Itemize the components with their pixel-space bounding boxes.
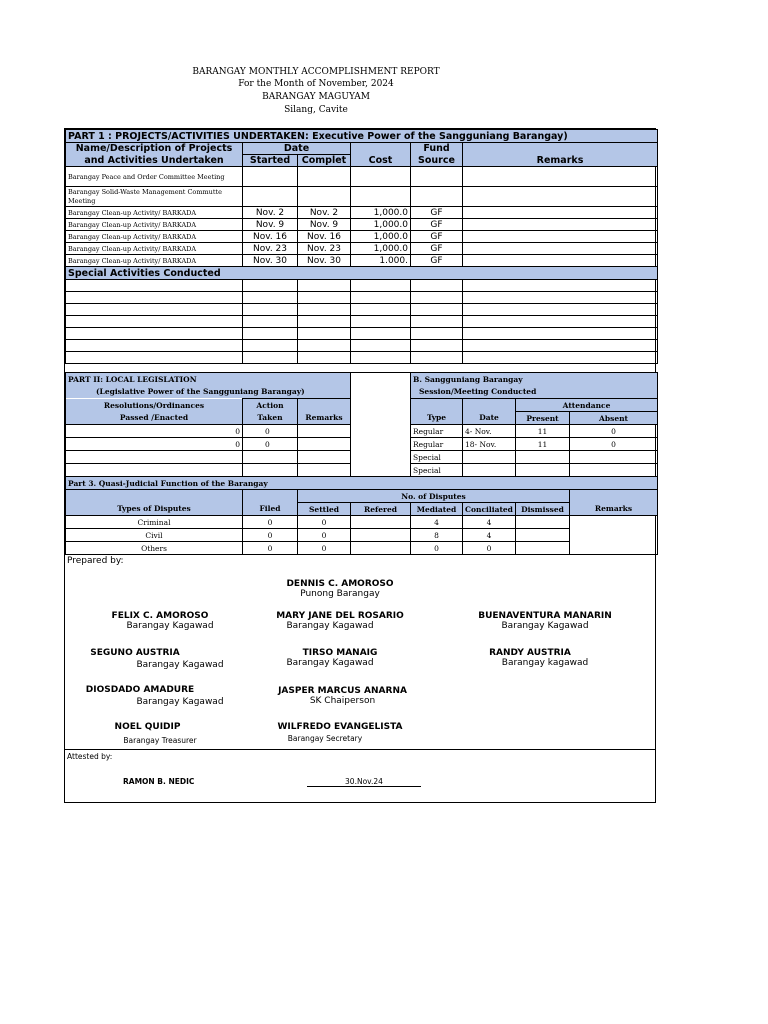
cost-cell: 1.000. [351,255,411,267]
cost-cell: 1,000.0 [351,243,411,255]
barangay-location: Silang, Cavite [284,105,348,115]
col-absent-header: Absent [570,412,658,425]
cost-cell [351,187,411,207]
signatory-treasurer [65,722,230,732]
fund-cell: GF [411,207,463,219]
dismissed-cell [516,542,570,555]
session-type: Regular [411,438,463,451]
remarks-cell [463,255,658,267]
col-refered-header: Refered [351,503,411,516]
part2-title: PART II: LOCAL LEGISLATION [66,373,351,386]
signatory-title: Barangay Kagawad [501,621,589,631]
session-type: Special [411,451,463,464]
col-mediated-header: Mediated [411,503,463,516]
signatory-sk-chairperson [220,686,465,706]
filed-cell: 0 [243,542,298,555]
report-month: For the Month of November, 2024 [238,79,394,89]
part1-table [65,129,658,364]
signatory-treasurer-title [85,736,235,745]
section-b-subtitle: Session/Meeting Conducted [411,386,658,399]
prepared-by-label: Prepared by: [67,556,124,566]
part3-title: Part 3. Quasi-Judicial Function of the Barangay [66,477,658,490]
table-row [66,243,658,255]
signatory-title: SK Chaiperson [309,696,376,706]
report-sheet [64,128,656,803]
passed-cell: 0 [66,438,243,451]
cost-cell: 1,000.0 [351,207,411,219]
table-row [66,516,658,529]
col-date-header: Date [243,143,351,155]
absent-cell [570,451,658,464]
activity-name: Barangay Clean-up Activity/ BARKADA [66,207,243,219]
activity-name: Barangay Peace and Order Committee Meeting [66,167,243,187]
conciliated-cell: 4 [463,516,516,529]
signatory-title: Barangay Kagawad [286,658,374,668]
report-title: BARANGAY MONTHLY ACCOMPLISHMENT REPORT [192,67,440,77]
signatory-name: WILFREDO EVANGELISTA [277,722,403,732]
remarks-cell [463,187,658,207]
signatory-kagawad [220,611,460,631]
signatory-kagawad [460,648,630,668]
signatory-title: Barangay Treasurer [123,736,197,745]
action-cell: 0 [243,438,298,451]
part2-table [65,372,658,477]
table-row [66,187,658,207]
signatory-name: SEGUNO AUSTRIA [90,648,180,658]
session-type: Special [411,464,463,477]
started-cell: Nov. 16 [243,231,298,243]
completed-cell: Nov. 2 [298,207,351,219]
refered-cell [351,542,411,555]
barangay-name: BARANGAY MAGUYAM [262,92,370,102]
col-resolutions-header: Resolutions/Ordinances [66,399,243,412]
fund-cell: GF [411,219,463,231]
signatory-name: DENNIS C. AMOROSO [286,579,394,589]
col-taken-header: Taken [243,412,298,425]
completed-cell: Nov. 16 [298,231,351,243]
completed-cell: Nov. 30 [298,255,351,267]
col-types-header: Types of Disputes [66,503,243,516]
signatory-title: Barangay Kagawad [126,621,214,631]
cost-cell [351,167,411,187]
table-row [66,529,658,542]
cost-cell: 1,000.0 [351,231,411,243]
present-cell: 11 [516,425,570,438]
col-no-disputes-header: No. of Disputes [298,490,570,503]
filed-cell: 0 [243,529,298,542]
fund-cell [411,187,463,207]
col-started-header: Started [243,155,298,167]
table-row [66,167,658,187]
settled-cell: 0 [298,516,351,529]
dismissed-cell [516,529,570,542]
part2-subtitle: (Legislative Power of the Sangguniang Barangay) [66,386,351,399]
attest-date: 30.Nov.24 [307,777,421,787]
completed-cell [298,167,351,187]
started-cell: Nov. 2 [243,207,298,219]
col-name-header-2: and Activities Undertaken [66,155,243,167]
attester-name: RAMON B. NEDIC [123,777,195,786]
cost-cell: 1,000.0 [351,219,411,231]
started-cell: Nov. 30 [243,255,298,267]
fund-cell [411,167,463,187]
table-row [66,451,658,464]
completed-cell [298,187,351,207]
table-row [66,464,658,477]
signatory-kagawad [65,648,205,658]
remarks-cell [463,231,658,243]
col-settled-header: Settled [298,503,351,516]
activity-name: Barangay Clean-up Activity/ BARKADA [66,231,243,243]
signatory-title: Barangay Kagawad [286,621,374,631]
passed-cell: 0 [66,425,243,438]
completed-cell: Nov. 9 [298,219,351,231]
section-b-title: B. Sangguniang Barangay [411,373,658,386]
dispute-type: Criminal [66,516,243,529]
table-row [66,207,658,219]
fund-cell: GF [411,243,463,255]
session-date [463,451,516,464]
attested-by-label: Attested by: [67,752,113,761]
signatory-title: Barangay Kagawad [136,697,224,707]
col-completed-header: Complet [298,155,351,167]
present-cell [516,451,570,464]
col-remarks-header: Remarks [570,503,658,516]
signatory-name: JASPER MARCUS ANARNA [278,686,407,696]
conciliated-cell: 4 [463,529,516,542]
settled-cell: 0 [298,529,351,542]
col-remarks-header: Remarks [298,412,351,425]
completed-cell: Nov. 23 [298,243,351,255]
col-session-date-header: Date [463,412,516,425]
remarks-cell [463,167,658,187]
session-type: Regular [411,425,463,438]
signatory-name: FELIX C. AMOROSO [111,611,209,621]
present-cell [516,464,570,477]
mediated-cell: 8 [411,529,463,542]
col-remarks-header: Remarks [463,155,658,167]
table-row [66,255,658,267]
col-filed-header: Filed [243,503,298,516]
signatory-name: RANDY AUSTRIA [489,648,571,658]
col-present-header: Present [516,412,570,425]
part1-title: PART 1 : PROJECTS/ACTIVITIES UNDERTAKEN: Executive Power of the Sangguniang Barangay) [66,130,658,143]
dismissed-cell [516,516,570,529]
remarks-cell [463,219,658,231]
refered-cell [351,516,411,529]
part3-table [65,476,658,555]
signatory-kagawad [460,611,630,631]
session-date [463,464,516,477]
col-dismissed-header: Dismissed [516,503,570,516]
started-cell: Nov. 9 [243,219,298,231]
col-attendance-header: Attendance [516,399,658,412]
session-date: 18- Nov. [463,438,516,451]
special-activities-title: Special Activities Conducted [66,267,658,280]
remarks-cell [463,207,658,219]
signatory-title: Punong Barangay [300,589,380,599]
session-date: 4- Nov. [463,425,516,438]
col-cost-header: Cost [351,155,411,167]
signatory-name: MARY JANE DEL ROSARIO [276,611,404,621]
fund-cell: GF [411,255,463,267]
activity-name: Barangay Solid-Waste Management Commutte Meeting [66,187,243,207]
table-row [66,542,658,555]
fund-cell: GF [411,231,463,243]
activity-name: Barangay Clean-up Activity/ BARKADA [66,219,243,231]
conciliated-cell: 0 [463,542,516,555]
signatory-title: Barangay kagawad [501,658,589,668]
col-passed-header: Passed /Enacted [66,412,243,425]
signatory-title: Barangay Kagawad [136,660,224,670]
absent-cell [570,464,658,477]
col-name-header: Name/Description of Projects [66,143,243,155]
signatory-kagawad [220,648,460,668]
activity-name: Barangay Clean-up Activity/ BARKADA [66,255,243,267]
table-row [66,425,658,438]
signatory-title: Barangay Secretary [287,734,363,743]
signatory-secretary [220,722,460,743]
mediated-cell: 4 [411,516,463,529]
col-conciliated-header: Conciliated [463,503,516,516]
signatory-name: NOEL QUIDIP [114,722,181,732]
started-cell [243,187,298,207]
absent-cell: 0 [570,438,658,451]
col-fund-header: Fund [411,143,463,155]
signatory-name: DIOSDADO AMADURE [85,685,195,695]
absent-cell: 0 [570,425,658,438]
dispute-type: Civil [66,529,243,542]
settled-cell: 0 [298,542,351,555]
col-type-header: Type [411,412,463,425]
remarks-cell [463,243,658,255]
filed-cell: 0 [243,516,298,529]
refered-cell [351,529,411,542]
started-cell [243,167,298,187]
action-cell: 0 [243,425,298,438]
dispute-type: Others [66,542,243,555]
col-fund-header-2: Source [411,155,463,167]
present-cell: 11 [516,438,570,451]
signatory-captain [220,579,460,599]
table-row [66,231,658,243]
col-action-header: Action [243,399,298,412]
activity-name: Barangay Clean-up Activity/ BARKADA [66,243,243,255]
signatory-kagawad [65,685,215,695]
table-row [66,219,658,231]
signatory-name: BUENAVENTURA MANARIN [478,611,612,621]
mediated-cell: 0 [411,542,463,555]
started-cell: Nov. 23 [243,243,298,255]
signatory-name: TIRSO MANAIG [302,648,378,658]
table-row [66,438,658,451]
